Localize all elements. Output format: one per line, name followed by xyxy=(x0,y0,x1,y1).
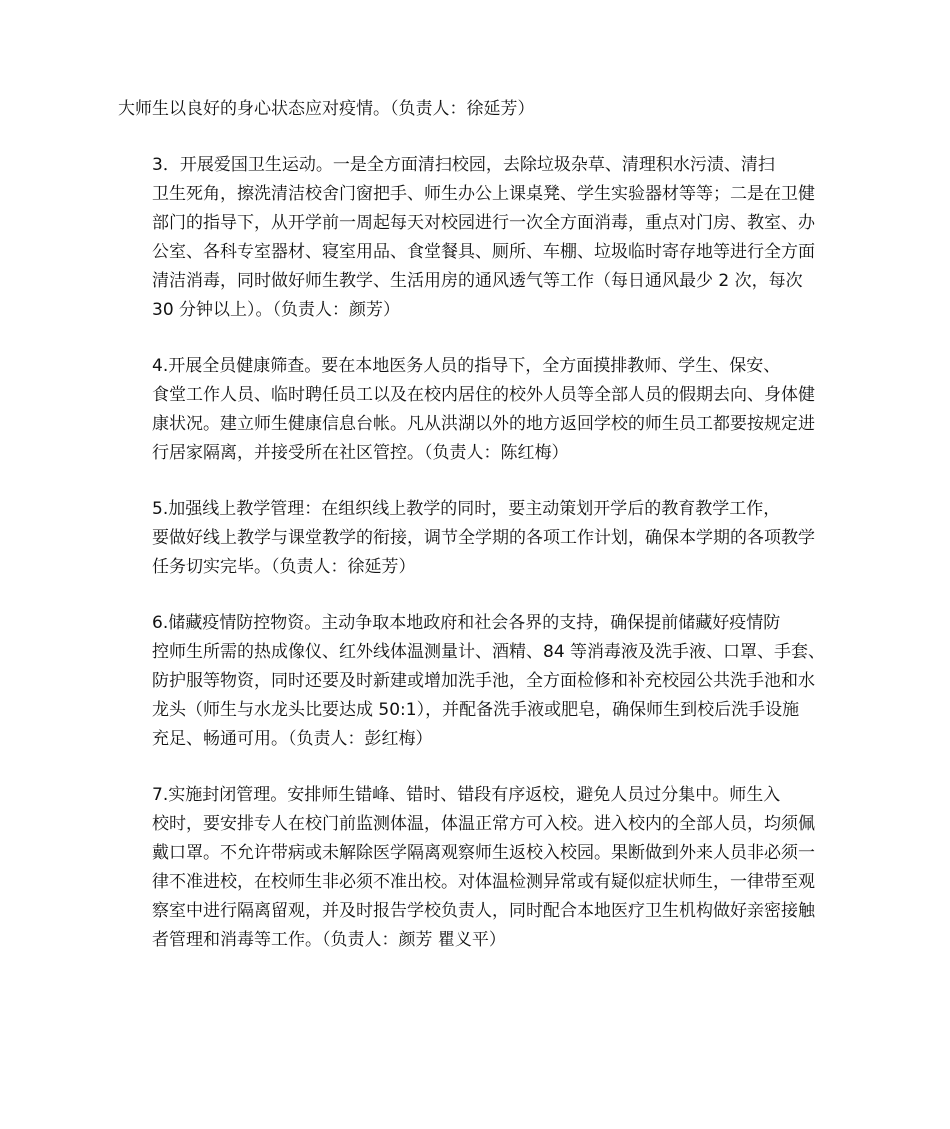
text-line: 防护服等物资，同时还要及时新建或增加洗手池，全方面检修和补充校园公共洗手池和水 xyxy=(152,671,815,691)
text-line: 部门的指导下，从开学前一周起每天对校园进行一次全方面消毒，重点对门房、教室、办 xyxy=(152,213,815,233)
text-line: 6.储藏疫情防控物资。主动争取本地政府和社会各界的支持，确保提前储藏好疫情防 xyxy=(152,613,781,633)
text-line: 5.加强线上教学管理：在组织线上教学的同时，要主动策划开学后的教育教学工作， xyxy=(152,499,781,519)
paragraph-continuation xyxy=(118,95,836,124)
text-line: 充足、畅通可用。（负责人：彭红梅） xyxy=(152,729,433,749)
paragraph-5-online-teaching xyxy=(118,495,836,582)
text-line: 律不准进校，在校师生非必须不准出校。对体温检测异常或有疑似症状师生，一律带至观 xyxy=(152,872,815,892)
text-line: 戴口罩。不允许带病或未解除医学隔离观察师生返校入校园。果断做到外来人员非必须一 xyxy=(152,843,815,863)
paragraph-6-supplies xyxy=(118,609,836,754)
text-line: 行居家隔离，并接受所在社区管控。（负责人：陈红梅） xyxy=(152,443,569,463)
text-line: 任务切实完毕。（负责人：徐延芳） xyxy=(152,557,416,577)
text-line: 30 分钟以上）。（负责人：颜芳） xyxy=(152,300,401,320)
text-line: 7.实施封闭管理。安排师生错峰、错时、错段有序返校，避免人员过分集中。师生入 xyxy=(152,785,781,805)
text-line: 察室中进行隔离留观，并及时报告学校负责人，同时配合本地医疗卫生机构做好亲密接触 xyxy=(152,901,815,921)
paragraph-7-closed-management xyxy=(118,781,836,955)
text-line: 控师生所需的热成像仪、红外线体温测量计、酒精、84 等消毒液及洗手液、口罩、手套、 xyxy=(152,642,826,662)
text-line: 公室、各科专室器材、寝室用品、食堂餐具、厕所、车棚、垃圾临时寄存地等进行全方面 xyxy=(152,242,815,262)
text-line: 清洁消毒，同时做好师生教学、生活用房的通风透气等工作（每日通风最少 2 次，每次 xyxy=(152,271,803,291)
document-body xyxy=(118,95,836,982)
text-line: 大师生以良好的身心状态应对疫情。（负责人：徐延芳） xyxy=(118,99,535,119)
text-line: 4.开展全员健康筛查。要在本地医务人员的指导下，全方面摸排教师、学生、保安、 xyxy=(152,356,781,376)
text-line: 校时，要安排专人在校门前监测体温，体温正常方可入校。进入校内的全部人员，均须佩 xyxy=(152,814,815,834)
paragraph-4-health-screening xyxy=(118,352,836,468)
text-line: 食堂工作人员、临时聘任员工以及在校内居住的校外人员等全部人员的假期去向、身体健 xyxy=(152,385,815,405)
text-line: 要做好线上教学与课堂教学的衔接，调节全学期的各项工作计划，确保本学期的各项教学 xyxy=(152,528,815,548)
text-line: 龙头（师生与水龙头比要达成 50:1），并配备洗手液或肥皂，确保师生到校后洗手设施 xyxy=(152,700,800,720)
paragraph-3-patriotic-hygiene xyxy=(118,151,836,325)
text-line: 康状况。建立师生健康信息台帐。凡从洪湖以外的地方返回学校的师生员工都要按规定进 xyxy=(152,414,815,434)
text-line: 3．开展爱国卫生运动。一是全方面清扫校园，去除垃圾杂草、清理积水污渍、清扫 xyxy=(152,155,775,175)
text-line: 者管理和消毒等工作。（负责人：颜芳 瞿义平） xyxy=(152,930,506,950)
text-line: 卫生死角，擦洗清洁校舍门窗把手、师生办公上课桌凳、学生实验器材等等；二是在卫健 xyxy=(152,184,815,204)
